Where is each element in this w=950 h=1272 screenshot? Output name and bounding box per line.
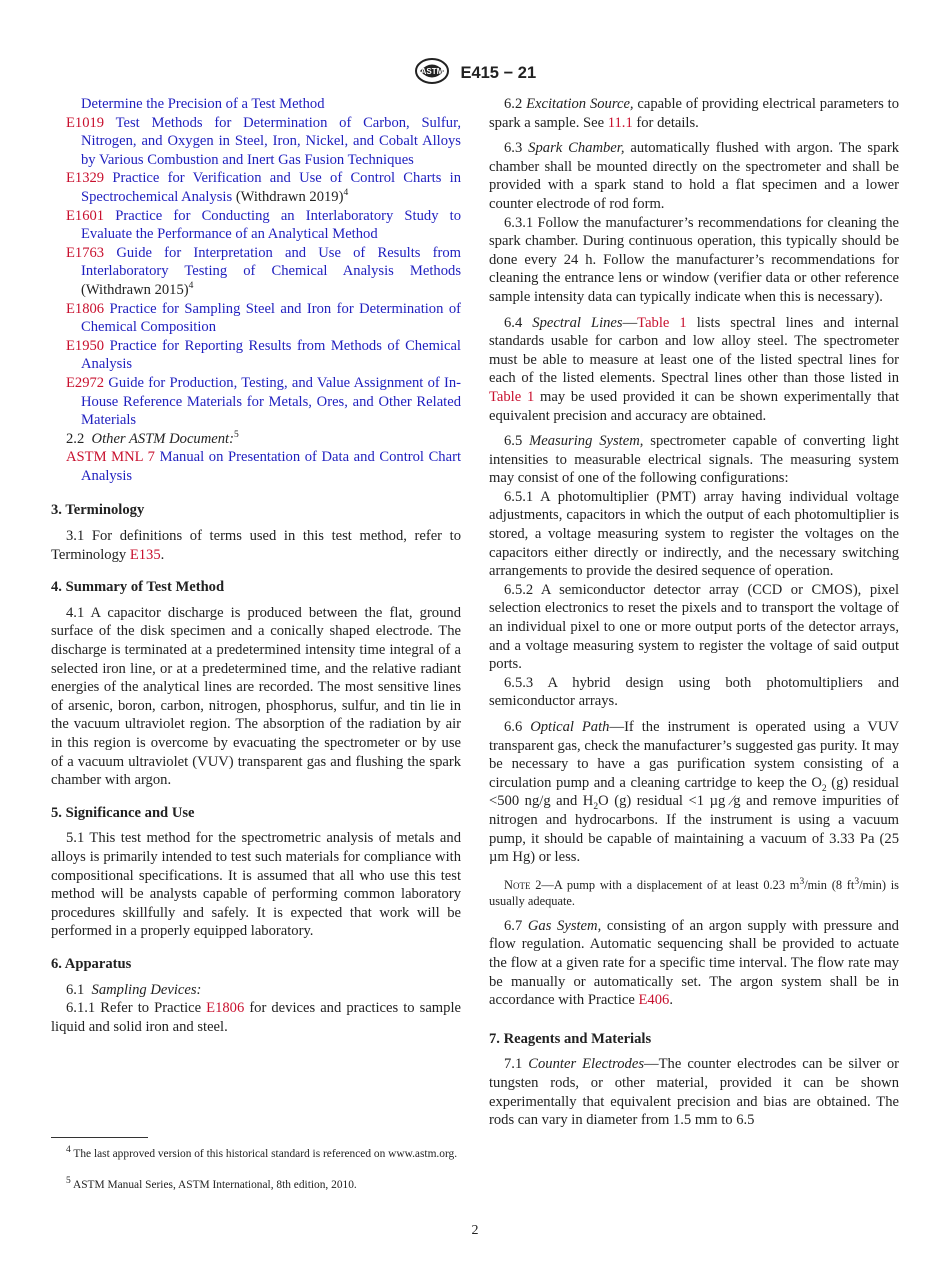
- paragraph-6-3: 6.3 Spark Chamber, automatically flushed with argon. The spark chamber shall be mounted directly on the spectrometer and shall be provided with a spark stand to hold a flat specimen and a lower counter electrode of rod form.: [489, 140, 899, 212]
- paragraph-6-3-1: 6.3.1 Follow the manufacturer’s recommendations for cleaning the spark chamber. During continuous operation, this typically should be done every 24 h. Follow the manufacturer’s recommendations for cleaning the entrance lens or window (verifier data or other reference sample intensity data can typically indicate when this is necessary).: [489, 214, 899, 305]
- link-table-1[interactable]: Table 1: [637, 314, 687, 331]
- section-7-title: 7. Reagents and Materials: [489, 1030, 652, 1047]
- footnote-divider: [51, 1137, 148, 1138]
- reference-e2972[interactable]: E2972 Guide for Production, Testing, and Value Assignment of In-House Reference Materials for Metals, Ores, and Other Related Materials: [66, 374, 461, 429]
- section-3-title: 3. Terminology: [51, 502, 145, 519]
- paragraph-3-1: 3.1 For definitions of terms used in this test method, refer to Terminology E135.: [51, 528, 461, 563]
- paragraph-6-5-2: 6.5.2 A semiconductor detector array (CCD or CMOS), pixel selection electronics to reset the pixels and to transport the voltage of an individual pixel to one or more output ports of the detector arrays, and a voltage measuring system to register the voltage of said output ports.: [489, 581, 899, 673]
- section-5-title: 5. Significance and Use: [51, 804, 195, 821]
- subsection-2-2: 2.2 Other ASTM Document:$^5$: [66, 429, 239, 447]
- reference-e1019[interactable]: E1019 Test Methods for Determination of Carbon, Sulfur, Nitrogen, and Oxygen in Steel, Iron, Nickel, and Cobalt Alloys by Various Combustion and Inert Gas Fusion Techniques: [66, 114, 461, 168]
- right-column: [489, 95, 899, 1130]
- reference-continuation[interactable]: Determine the Precision of a Test Method: [81, 96, 325, 112]
- standard-code: E415 − 21: [460, 64, 537, 82]
- paragraph-6-5-3: 6.5.3 A hybrid design using both photomultipliers and semiconductor arrays.: [489, 674, 899, 710]
- reference-e1806[interactable]: E1806 Practice for Sampling Steel and Iron for Determination of Chemical Composition: [66, 300, 461, 336]
- link-e406[interactable]: E406: [638, 992, 670, 1009]
- link-e135[interactable]: E135: [129, 546, 161, 563]
- footnote-5: $^5$ ASTM Manual Series, ASTM International, 8th edition, 2010.: [66, 1176, 357, 1191]
- reference-e1601[interactable]: E1601 Practice for Conducting an Interlaboratory Study to Evaluate the Performance of an Analytical Method: [66, 207, 461, 243]
- reference-e1950[interactable]: E1950 Practice for Reporting Results from Methods of Chemical Analysis: [66, 337, 461, 373]
- paragraph-6-7: 6.7 Gas System, consisting of an argon supply with pressure and flow regulation. Automatic sequencing shall be provided to actuate the flow at a given rate for a specific time interval. The flow rate may be manually or automatically set. The argon system shall be in accordance with Practice E406.: [489, 917, 899, 1009]
- paragraph-7-1: 7.1 Counter Electrodes—The counter electrodes can be silver or tungsten rods, or other material, provided it can be shown experimentally that equivalent precision and bias are obtained. The rods can vary in diameter from 1.5 mm to 6.5: [489, 1056, 899, 1129]
- left-column: [51, 95, 461, 1036]
- reference-e1329[interactable]: E1329 Practice for Verification and Use of Control Charts in Spectrochemical Analysis (Withdrawn 2019)$^4$: [66, 170, 461, 205]
- section-6-title: 6. Apparatus: [51, 955, 132, 972]
- note-2: Note 2—A pump with a displacement of at least 0.23 $m^3/\min$ (8 $ft^3/\min$) is usually adequate.: [489, 876, 899, 908]
- paragraph-4-1: 4.1 A capacitor discharge is produced between the flat, ground surface of the disk specimen and a conically shaped electrode. The discharge is terminated at a predetermined intensity time integral of a selected iron line, or at a predetermined time, and the relative radiant energies of the analytical lines are recorded. The most sensitive lines of arsenic, boron, carbon, nitrogen, phosphorus, sulfur, and tin lie in the vacuum ultraviolet region. The absorption of the radiation by air in this region is overcome by evacuating the spectrometer or by use of a vacuum ultraviolet (VUV) transparent gas and flushing the spark chamber with argon.: [51, 604, 461, 789]
- paragraph-6-1: 6.1 Sampling Devices:: [66, 981, 202, 998]
- paragraph-6-4: 6.4 Spectral Lines—Table 1 lists spectral lines and internal standards usable for carbon and low alloy steel. The spectrometer must be able to measure at least one of the listed spectral lines for each of the listed elements. Spectral lines other than those listed in Table 1 may be used provided it can be shown experimentally that equivalent precision and accuracy are obtained.: [489, 314, 899, 424]
- page-number: 2: [471, 1223, 479, 1238]
- astm-logo-icon: [414, 58, 450, 89]
- link-table-1-second[interactable]: Table 1: [489, 388, 535, 405]
- reference-e1763[interactable]: E1763 Guide for Interpretation and Use of Results from Interlaboratory Testing of Chemical Analysis Methods (Withdrawn 2015)$^4$: [66, 244, 462, 298]
- paragraph-6-5-1: 6.5.1 A photomultiplier (PMT) array having individual voltage adjustments, capacitors in which the output of each photomultiplier is stored, a voltage measuring system to register the voltages on the capacitors either directly or indirectly, and the necessary switching arrangements to provide the desired sequence of operation.: [489, 488, 899, 580]
- link-11-1[interactable]: 11.1: [607, 114, 633, 131]
- section-4-title: 4. Summary of Test Method: [51, 579, 225, 596]
- footnote-4: $^4$ The last approved version of this historical standard is referenced on www.astm.org.: [66, 1145, 458, 1160]
- paragraph-6-5: 6.5 Measuring System, spectrometer capable of converting light intensities to measurable electrical signals. The measuring system may consist of one of the following configurations:: [489, 433, 899, 487]
- paragraph-6-2: 6.2 Excitation Source, capable of providing electrical parameters to spark a sample. See 11.1 for details.: [489, 96, 899, 131]
- paragraph-6-1-1: 6.1.1 Refer to Practice E1806 for devices and practices to sample liquid and solid iron and steel.: [51, 1000, 461, 1035]
- link-e1806[interactable]: E1806: [206, 1000, 245, 1017]
- svg-text:ASTM: ASTM: [420, 67, 444, 76]
- paragraph-5-1: 5.1 This test method for the spectrometric analysis of metals and alloys is primarily intended to test such materials for compliance with compositional specifications. It is assumed that all who use this test method will be analysts capable of performing common laboratory procedures skillfully and safely. It is expected that work will be performed in a properly equipped laboratory.: [51, 830, 461, 940]
- paragraph-6-6: 6.6 Optical Path—If the instrument is operated using a VUV transparent gas, check the manufacturer’s suggested gas purity. It may be necessary to have a gas purification system consisting of a circulation pump and a cleaning cartridge to keep the $O_2$ (g) residual <500 ng/g and $H_2O$ (g) residual <1 µg ⁄g and remove impurities of nitrogen and hydrocarbons. If the instrument is using a vacuum pump, it should be capable of maintaining a vacuum of 3.33 Pa (25 µm Hg) or less.: [489, 719, 900, 866]
- page-header: [0, 58, 950, 89]
- reference-mnl7[interactable]: ASTM MNL 7 Manual on Presentation of Data and Control Chart Analysis: [66, 449, 462, 484]
